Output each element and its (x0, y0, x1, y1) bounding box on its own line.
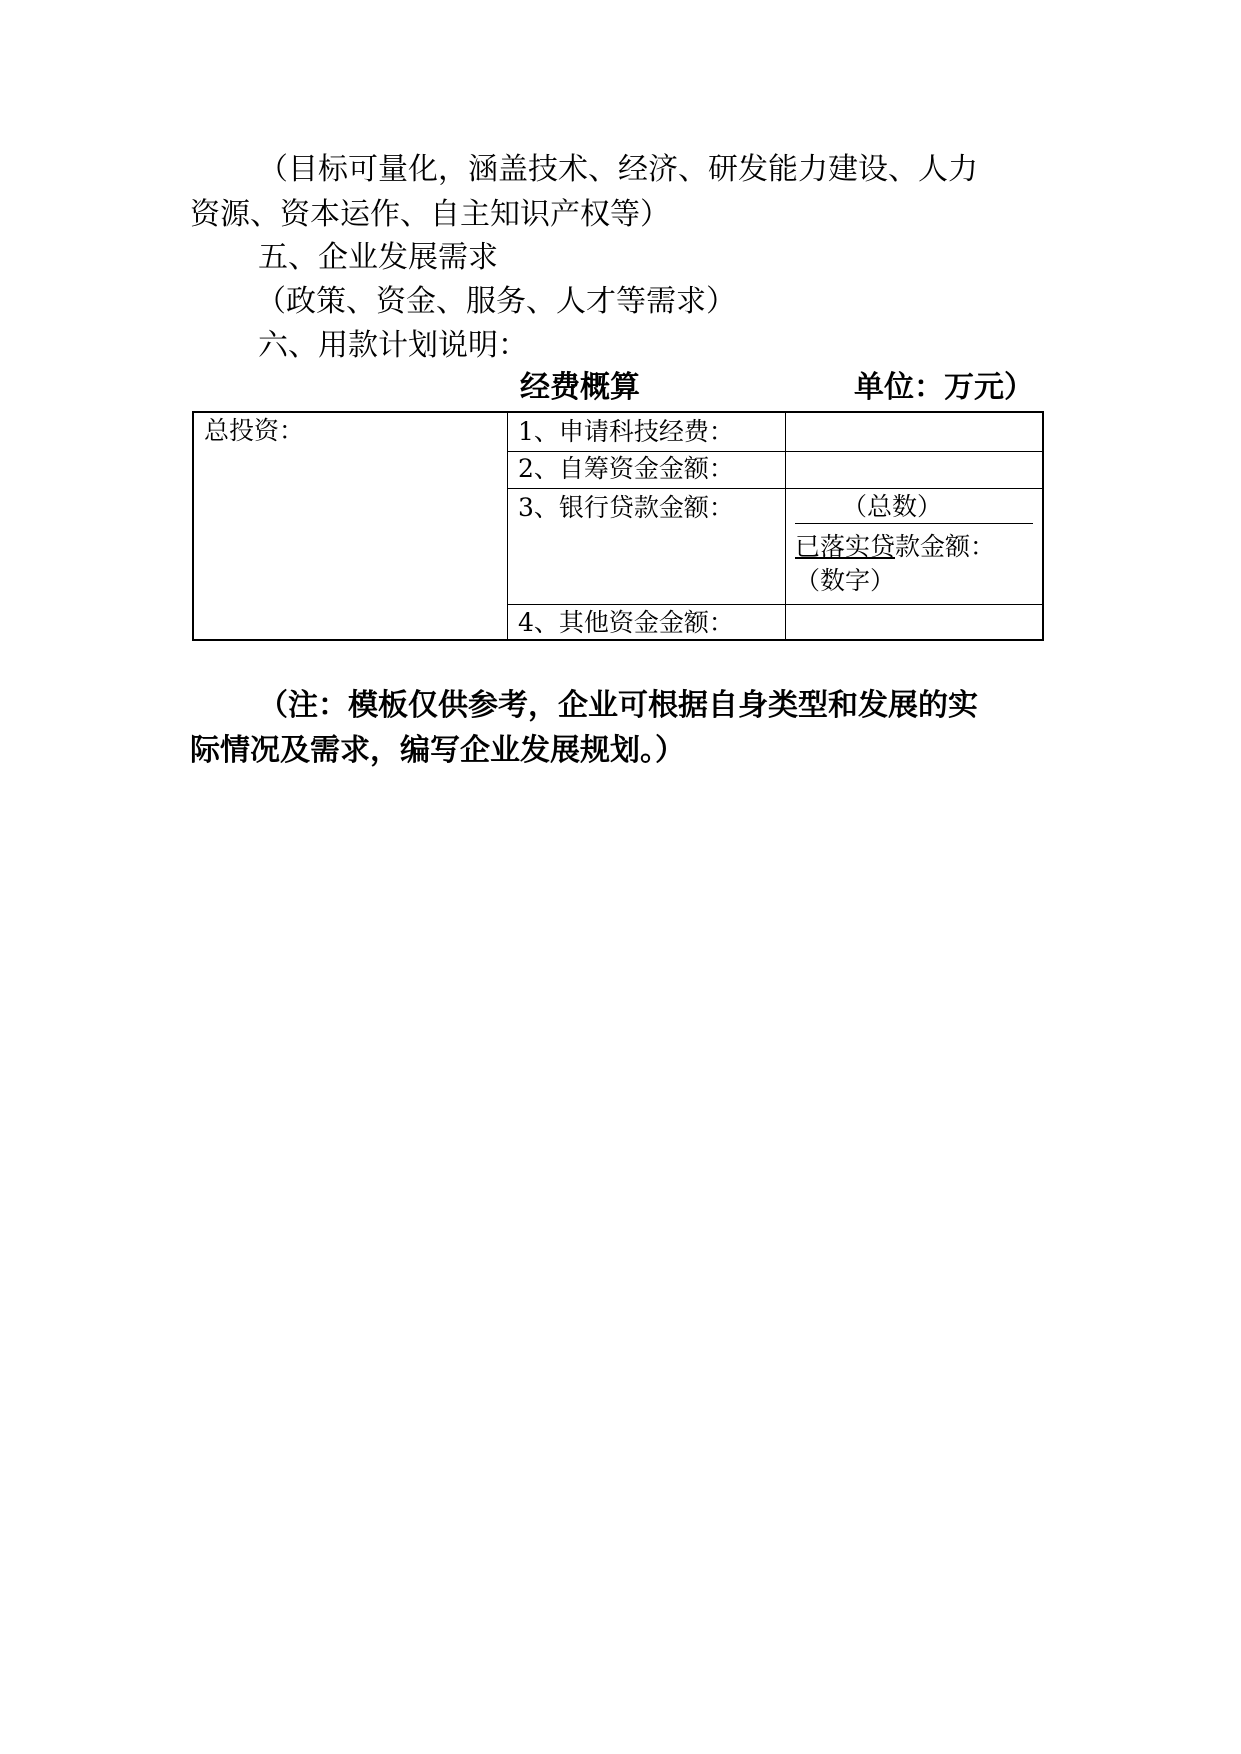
budget-unit: 单位：万元） (854, 370, 1034, 405)
table-divider-row-3 (507, 604, 1042, 605)
budget-title: 经费概算 (520, 370, 640, 405)
note-line-1: （注：模板仅供参考，企业可根据自身类型和发展的实 (258, 688, 978, 723)
targets-line-2: 资源、资本运作、自主知识产权等） (190, 197, 670, 232)
table-divider-row-1 (507, 451, 1042, 452)
row-label-tech-funding: 1、申请科技经费： (518, 417, 734, 446)
row-label-bank-loan: 3、银行贷款金额： (518, 493, 734, 522)
row-label-other-funds: 4、其他资金金额： (518, 608, 734, 637)
table-divider-col-1 (507, 413, 508, 639)
table-divider-row-2 (507, 488, 1042, 489)
row-label-self-raised: 2、自筹资金金额： (518, 454, 734, 483)
bank-number-hint: （数字） (795, 566, 896, 595)
targets-line-1: （目标可量化，涵盖技术、经济、研发能力建设、人力 (258, 152, 978, 187)
bank-total-hint: （总数） (842, 492, 943, 521)
bank-secured-rest: 款金额： (895, 532, 996, 561)
bank-total-blank-line (795, 523, 1033, 524)
bank-secured-amount-label (795, 531, 995, 563)
total-investment-label: 总投资： (204, 416, 305, 445)
table-divider-col-2 (785, 413, 786, 639)
note-line-2: 际情况及需求，编写企业发展规划。） (190, 733, 685, 768)
section-5-note: （政策、资金、服务、人才等需求） (256, 284, 736, 319)
bank-secured-underlined-part: 已落实贷 (795, 532, 896, 561)
section-6-heading: 六、用款计划说明： (258, 328, 528, 363)
section-5-heading: 五、企业发展需求 (258, 240, 498, 275)
budget-table (192, 411, 1044, 641)
